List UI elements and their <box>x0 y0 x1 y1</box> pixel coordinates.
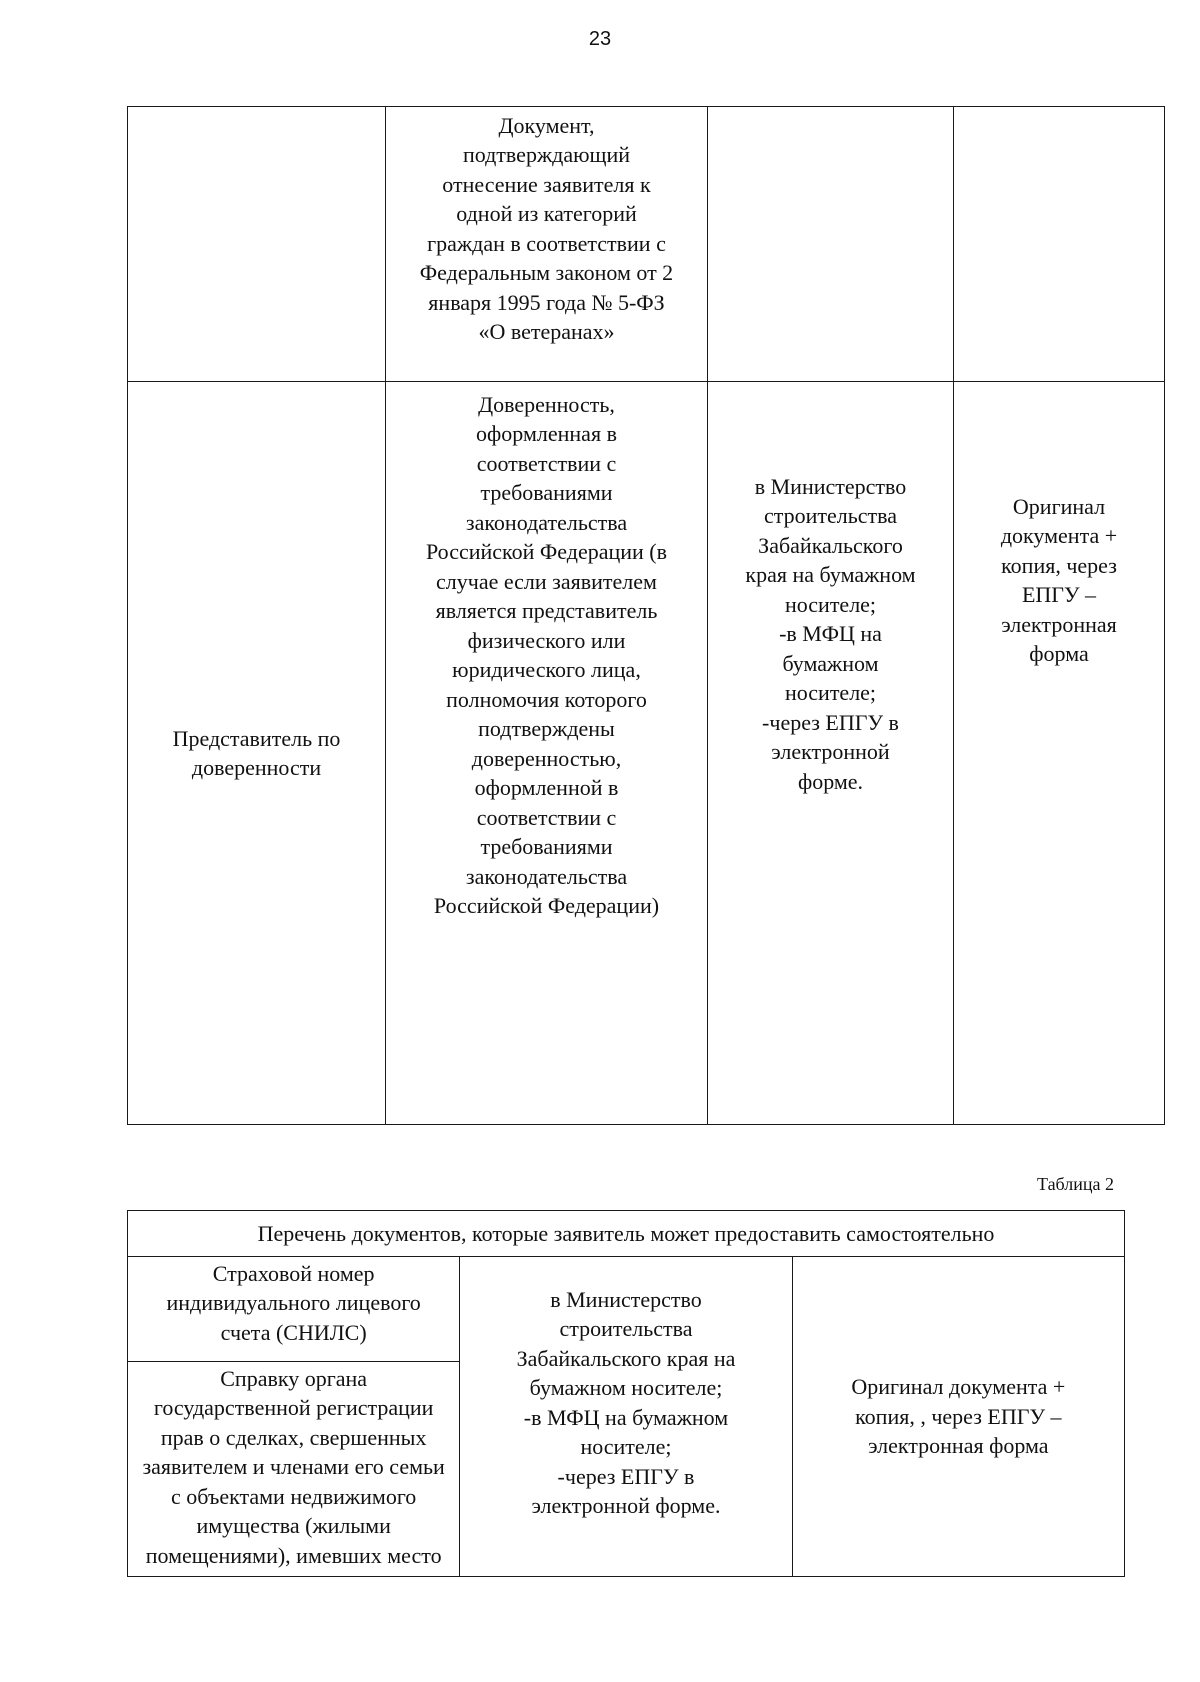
documents-table <box>127 106 1165 1125</box>
submission-method-cell: в Министерство строительства Забайкальского края на бумажном носителе; -в МФЦ на бумажном носителе; -через ЕПГУ в электронной форме. <box>460 1257 792 1577</box>
applicant-category-cell <box>128 107 386 382</box>
document-form-cell: Оригинал документа + копия, , через ЕПГУ – электронная форма <box>792 1257 1124 1577</box>
submission-method-cell <box>708 107 954 382</box>
document-name-cell: Страховой номер индивидуального лицевого счета (СНИЛС) <box>128 1257 460 1362</box>
optional-documents-table <box>127 1210 1125 1577</box>
document-form-cell <box>954 107 1165 382</box>
submission-method-cell: в Министерство строительства Забайкальского края на бумажном носителе; -в МФЦ на бумажном носителе; -через ЕПГУ в электронной форме. <box>708 382 954 1125</box>
table-header-row <box>128 1211 1125 1257</box>
document-form-cell: Оригинал документа + копия, через ЕПГУ – электронная форма <box>954 382 1165 1125</box>
document-name-cell: Доверенность, оформленная в соответствии с требованиями законодательства Российской Федерации (в случае если заявителем является представитель физического или юридического лица, полномочия которого подтверждены доверенностью, оформленной в соответствии с требованиями законодательства Российской Федерации) <box>386 382 708 1125</box>
page-number: 23 <box>588 28 612 50</box>
table-row <box>128 107 1165 382</box>
table-row <box>128 1257 1125 1362</box>
applicant-category-cell: Представитель по доверенности <box>128 382 386 1125</box>
table-caption: Таблица 2 <box>1037 1174 1114 1194</box>
document-name-cell: Справку органа государственной регистрации прав о сделках, свершенных заявителем и членами его семьи с объектами недвижимого имущества (жилыми помещениями), имевших место <box>128 1362 460 1577</box>
table-row <box>128 382 1165 1125</box>
document-name-cell: Документ, подтверждающий отнесение заявителя к одной из категорий граждан в соответствии с Федеральным законом от 2 января 1995 года № 5-ФЗ «О ветеранах» <box>386 107 708 382</box>
table-header: Перечень документов, которые заявитель может предоставить самостоятельно <box>128 1211 1125 1257</box>
